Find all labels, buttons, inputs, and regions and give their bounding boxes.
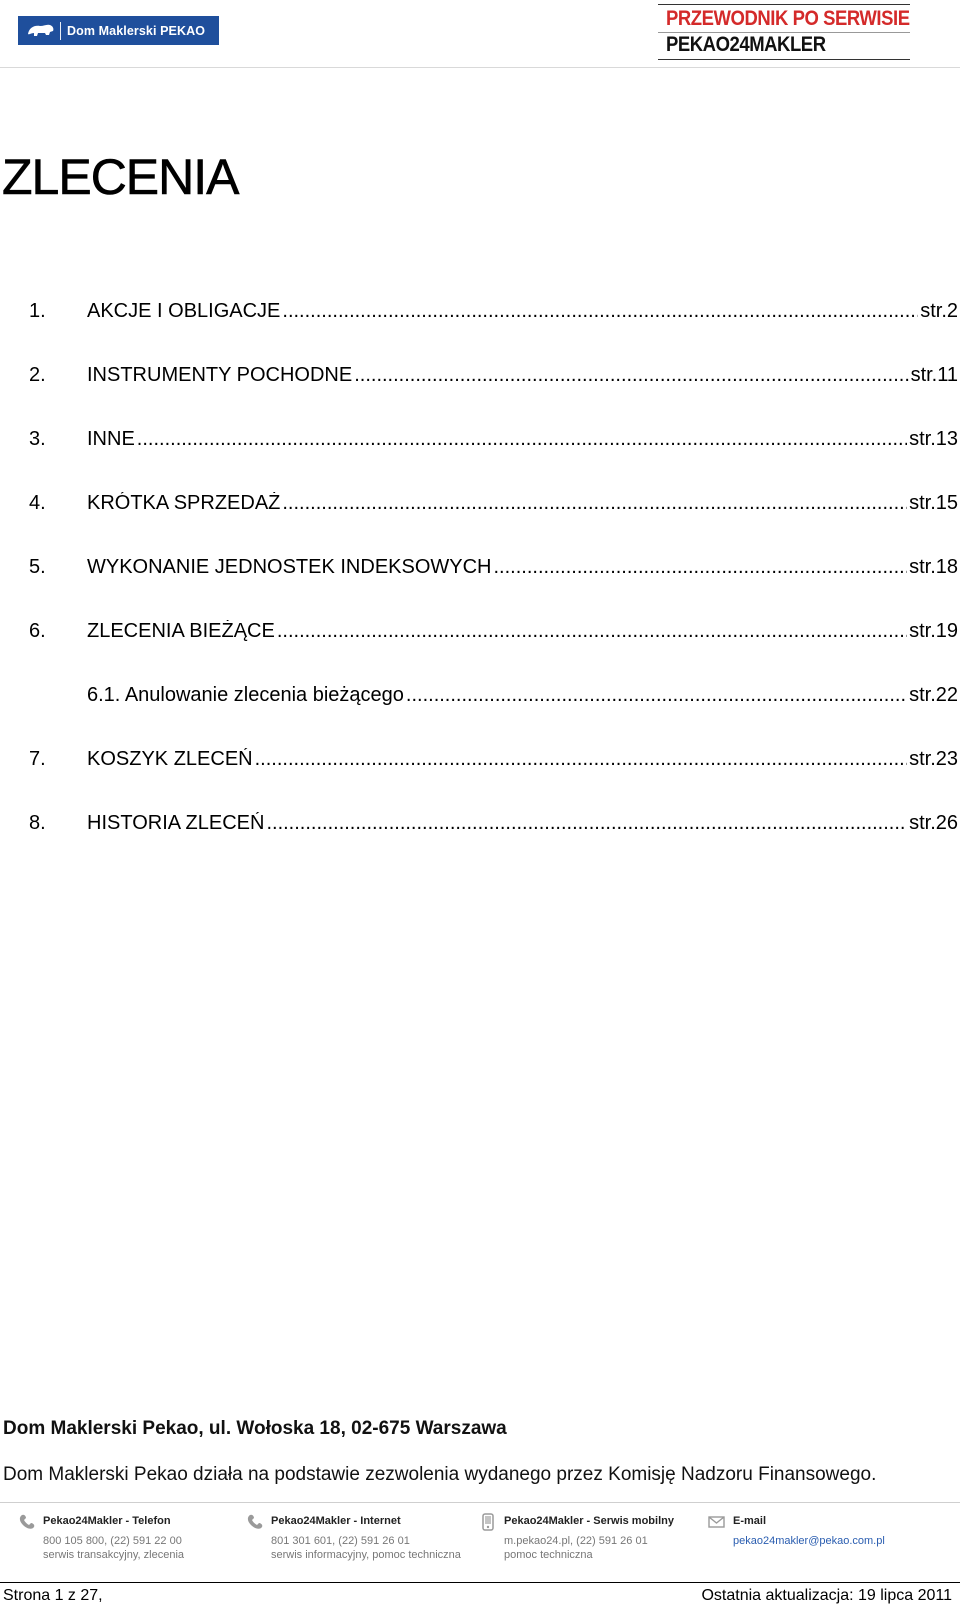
toc-item-label: INSTRUMENTY POCHODNE — [87, 364, 353, 386]
toc-item-page: str.18 — [909, 556, 958, 578]
contact-numbers: 800 105 800, (22) 591 22 00 — [43, 1535, 182, 1547]
company-address: Dom Maklerski Pekao, ul. Wołoska 18, 02-675 Warszawa — [3, 1418, 507, 1439]
toc-leader-dots — [494, 556, 908, 579]
service-guide-badge — [658, 4, 910, 60]
page-number: Strona 1 z 27, — [3, 1587, 103, 1604]
toc-item[interactable] — [0, 812, 960, 840]
toc-item-label: ZLECENIA BIEŻĄCE — [87, 620, 275, 642]
toc-item[interactable] — [0, 428, 960, 456]
page-footer — [0, 1582, 960, 1608]
toc-item-page: str.26 — [909, 812, 958, 834]
badge-rule-bottom — [658, 59, 910, 60]
contact-title: Pekao24Makler - Telefon — [43, 1515, 171, 1527]
contact-description: pomoc techniczna — [504, 1549, 593, 1561]
toc-leader-dots — [277, 620, 907, 643]
toc-item-label: KOSZYK ZLECEŃ — [87, 748, 253, 770]
page-header — [0, 0, 960, 68]
toc-leader-dots — [266, 812, 907, 835]
toc-leader-dots — [406, 684, 907, 707]
toc-leader-dots — [282, 300, 918, 323]
toc-item-number: 8. — [29, 812, 46, 834]
toc-item[interactable] — [0, 620, 960, 648]
toc-item-page: str.19 — [909, 620, 958, 642]
toc-item-page: str.15 — [909, 492, 958, 514]
toc-item-number: 5. — [29, 556, 46, 578]
toc-item-page: str.2 — [920, 300, 958, 322]
badge-subtitle: PEKAO24MAKLER — [666, 33, 826, 56]
envelope-icon — [708, 1513, 726, 1531]
toc-item-page: str.13 — [909, 428, 958, 450]
toc-subitem-page: str.22 — [909, 684, 958, 706]
contact-title: Pekao24Makler - Internet — [271, 1515, 401, 1527]
phone-icon — [246, 1513, 264, 1531]
toc-item[interactable] — [0, 556, 960, 584]
mobile-icon — [479, 1513, 497, 1531]
contact-description: serwis transakcyjny, zlecenia — [43, 1549, 185, 1561]
toc-item[interactable] — [0, 364, 960, 392]
bison-logo-icon — [26, 21, 56, 41]
logo-separator — [60, 22, 61, 40]
toc-item-page: str.23 — [909, 748, 958, 770]
contact-numbers: m.pekao24.pl, (22) 591 26 01 — [504, 1535, 648, 1547]
toc-item-label: INNE — [87, 428, 135, 450]
toc-item[interactable] — [0, 492, 960, 520]
phone-icon — [18, 1513, 36, 1531]
contact-title: E-mail — [733, 1515, 767, 1527]
license-notice: Dom Maklerski Pekao działa na podstawie zezwolenia wydanego przez Komisję Nadzoru Finansowego. — [3, 1464, 877, 1485]
page-title: ZLECENIA — [2, 149, 239, 205]
contact-title: Pekao24Makler - Serwis mobilny — [504, 1515, 674, 1527]
dm-pekao-logo — [18, 16, 219, 45]
last-update: Ostatnia aktualizacja: 19 lipca 2011 — [701, 1587, 952, 1604]
toc-subitem[interactable] — [0, 684, 960, 712]
toc-item-number: 4. — [29, 492, 46, 514]
toc-item-number: 6. — [29, 620, 46, 642]
toc-item[interactable] — [0, 748, 960, 776]
badge-title: PRZEWODNIK PO SERWISIE — [666, 7, 910, 30]
toc-item-label: WYKONANIE JEDNOSTEK INDEKSOWYCH — [87, 556, 492, 578]
toc-item[interactable] — [0, 300, 960, 328]
toc-item-label: AKCJE I OBLIGACJE — [87, 300, 281, 322]
toc-leader-dots — [354, 364, 908, 387]
toc-item-number: 2. — [29, 364, 46, 386]
toc-leader-dots — [137, 428, 907, 451]
logo-text: Dom Maklerski PEKAO — [67, 23, 206, 38]
toc-subitem-label: 6.1. Anulowanie zlecenia bieżącego — [87, 684, 404, 706]
contact-bar — [0, 1502, 960, 1588]
badge-rule-top — [658, 4, 910, 5]
toc-item-label: KRÓTKA SPRZEDAŻ — [87, 492, 281, 514]
contact-numbers: 801 301 601, (22) 591 26 01 — [271, 1535, 410, 1547]
toc-item-page: str.11 — [910, 364, 958, 386]
toc-item-number: 3. — [29, 428, 46, 450]
toc-item-number: 7. — [29, 748, 46, 770]
contact-description: serwis informacyjny, pomoc techniczna — [271, 1549, 461, 1561]
email-link[interactable]: pekao24makler@pekao.com.pl — [733, 1535, 885, 1547]
toc-item-label: HISTORIA ZLECEŃ — [87, 812, 265, 834]
toc-leader-dots — [255, 748, 907, 771]
toc-item-number: 1. — [29, 300, 46, 322]
toc-leader-dots — [282, 492, 907, 515]
